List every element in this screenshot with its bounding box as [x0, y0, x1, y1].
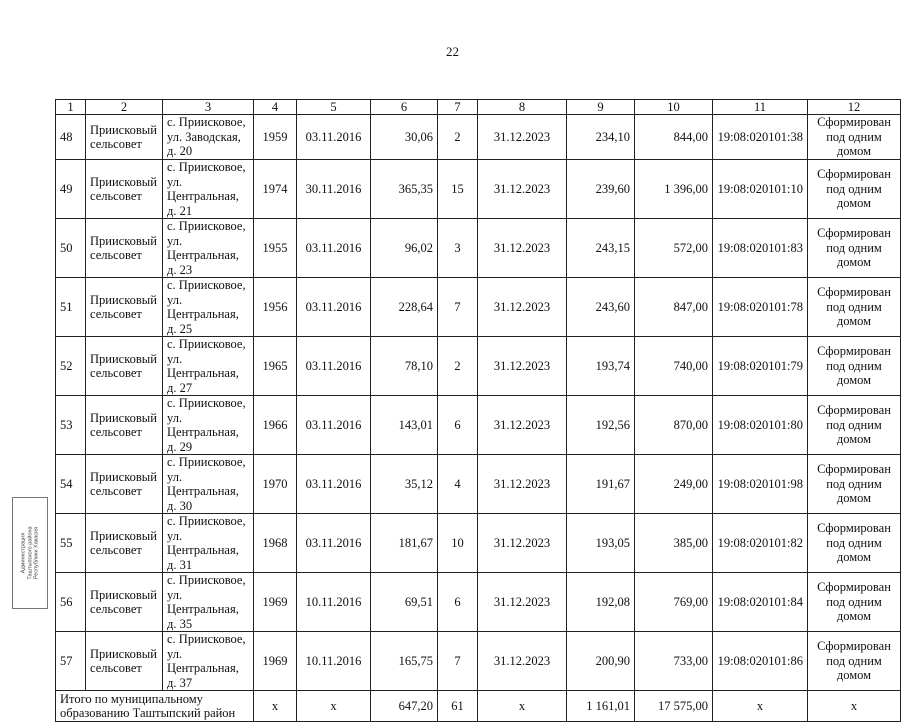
- total-note-cell: х: [808, 691, 901, 722]
- column-number-cell: 6: [371, 100, 438, 115]
- row-number-cell: 49: [56, 160, 86, 219]
- table-row: [56, 337, 901, 396]
- row-number-cell: 56: [56, 573, 86, 632]
- cadastral-number-cell: 19:08:020101:80: [713, 396, 808, 455]
- row-number-cell: 53: [56, 396, 86, 455]
- residents-cell: 7: [438, 278, 478, 337]
- year-cell: 1956: [254, 278, 297, 337]
- note-cell: Сформирован под одним домом: [808, 278, 901, 337]
- deadline-cell: 31.12.2023: [478, 573, 567, 632]
- table-row: [56, 278, 901, 337]
- total-label: Итого по муниципальному образованию Таштыпский район: [56, 691, 254, 722]
- area-cell: 35,12: [371, 455, 438, 514]
- total-cost-total-cell: 17 575,00: [635, 691, 713, 722]
- address-cell: с. Приисковое, ул. Центральная, д. 29: [163, 396, 254, 455]
- year-cell: 1966: [254, 396, 297, 455]
- row-number-cell: 50: [56, 219, 86, 278]
- table-row: [56, 396, 901, 455]
- area-cell: 78,10: [371, 337, 438, 396]
- note-cell: Сформирован под одним домом: [808, 514, 901, 573]
- total-cost-m2-cell: 1 161,01: [567, 691, 635, 722]
- deadline-cell: 31.12.2023: [478, 219, 567, 278]
- table-row: [56, 160, 901, 219]
- settlement-cell: Приисковый сельсовет: [86, 514, 163, 573]
- cost-per-m2-cell: 243,60: [567, 278, 635, 337]
- cost-per-m2-cell: 234,10: [567, 115, 635, 160]
- deadline-cell: 31.12.2023: [478, 115, 567, 160]
- year-cell: 1968: [254, 514, 297, 573]
- row-number-cell: 55: [56, 514, 86, 573]
- residents-cell: 2: [438, 115, 478, 160]
- total-deadline-cell: х: [478, 691, 567, 722]
- year-cell: 1955: [254, 219, 297, 278]
- note-cell: Сформирован под одним домом: [808, 219, 901, 278]
- total-cost-cell: 385,00: [635, 514, 713, 573]
- deadline-cell: 31.12.2023: [478, 396, 567, 455]
- date-cell: 03.11.2016: [297, 278, 371, 337]
- deadline-cell: 31.12.2023: [478, 514, 567, 573]
- row-number-cell: 51: [56, 278, 86, 337]
- total-cost-cell: 769,00: [635, 573, 713, 632]
- residents-cell: 10: [438, 514, 478, 573]
- settlement-cell: Приисковый сельсовет: [86, 573, 163, 632]
- office-stamp: [12, 497, 48, 609]
- cost-per-m2-cell: 239,60: [567, 160, 635, 219]
- year-cell: 1970: [254, 455, 297, 514]
- deadline-cell: 31.12.2023: [478, 160, 567, 219]
- column-number-cell: 4: [254, 100, 297, 115]
- note-cell: Сформирован под одним домом: [808, 632, 901, 691]
- date-cell: 10.11.2016: [297, 573, 371, 632]
- cadastral-number-cell: 19:08:020101:10: [713, 160, 808, 219]
- area-cell: 30,06: [371, 115, 438, 160]
- total-year-cell: х: [254, 691, 297, 722]
- column-number-row: [56, 100, 901, 115]
- column-number-cell: 5: [297, 100, 371, 115]
- cost-per-m2-cell: 192,56: [567, 396, 635, 455]
- residents-cell: 3: [438, 219, 478, 278]
- date-cell: 03.11.2016: [297, 337, 371, 396]
- address-cell: с. Приисковое, ул. Заводская, д. 20: [163, 115, 254, 160]
- cadastral-number-cell: 19:08:020101:38: [713, 115, 808, 160]
- table-row: [56, 455, 901, 514]
- table-row: [56, 573, 901, 632]
- settlement-cell: Приисковый сельсовет: [86, 337, 163, 396]
- date-cell: 03.11.2016: [297, 396, 371, 455]
- total-area-cell: 647,20: [371, 691, 438, 722]
- note-cell: Сформирован под одним домом: [808, 573, 901, 632]
- residents-cell: 4: [438, 455, 478, 514]
- page-number: 22: [446, 44, 459, 59]
- address-cell: с. Приисковое, ул. Центральная, д. 23: [163, 219, 254, 278]
- date-cell: 03.11.2016: [297, 219, 371, 278]
- date-cell: 03.11.2016: [297, 115, 371, 160]
- table-row: [56, 514, 901, 573]
- total-people-cell: 61: [438, 691, 478, 722]
- column-number-cell: 1: [56, 100, 86, 115]
- cost-per-m2-cell: 193,05: [567, 514, 635, 573]
- total-cost-cell: 572,00: [635, 219, 713, 278]
- cadastral-number-cell: 19:08:020101:86: [713, 632, 808, 691]
- column-number-cell: 7: [438, 100, 478, 115]
- residents-cell: 6: [438, 573, 478, 632]
- cadastral-number-cell: 19:08:020101:83: [713, 219, 808, 278]
- column-number-cell: 2: [86, 100, 163, 115]
- total-cost-cell: 733,00: [635, 632, 713, 691]
- housing-register-table: [55, 99, 901, 722]
- cost-per-m2-cell: 191,67: [567, 455, 635, 514]
- date-cell: 03.11.2016: [297, 514, 371, 573]
- area-cell: 96,02: [371, 219, 438, 278]
- total-cadastral-cell: х: [713, 691, 808, 722]
- deadline-cell: 31.12.2023: [478, 455, 567, 514]
- settlement-cell: Приисковый сельсовет: [86, 219, 163, 278]
- settlement-cell: Приисковый сельсовет: [86, 160, 163, 219]
- note-cell: Сформирован под одним домом: [808, 160, 901, 219]
- total-cost-cell: 870,00: [635, 396, 713, 455]
- year-cell: 1969: [254, 632, 297, 691]
- year-cell: 1965: [254, 337, 297, 396]
- residents-cell: 15: [438, 160, 478, 219]
- total-cost-cell: 844,00: [635, 115, 713, 160]
- address-cell: с. Приисковое, ул. Центральная, д. 21: [163, 160, 254, 219]
- cost-per-m2-cell: 243,15: [567, 219, 635, 278]
- date-cell: 30.11.2016: [297, 160, 371, 219]
- address-cell: с. Приисковое, ул. Центральная, д. 27: [163, 337, 254, 396]
- note-cell: Сформирован под одним домом: [808, 115, 901, 160]
- total-cost-cell: 740,00: [635, 337, 713, 396]
- total-date-cell: х: [297, 691, 371, 722]
- cadastral-number-cell: 19:08:020101:84: [713, 573, 808, 632]
- cadastral-number-cell: 19:08:020101:98: [713, 455, 808, 514]
- column-number-cell: 10: [635, 100, 713, 115]
- deadline-cell: 31.12.2023: [478, 278, 567, 337]
- area-cell: 69,51: [371, 573, 438, 632]
- cadastral-number-cell: 19:08:020101:78: [713, 278, 808, 337]
- deadline-cell: 31.12.2023: [478, 337, 567, 396]
- address-cell: с. Приисковое, ул. Центральная, д. 31: [163, 514, 254, 573]
- area-cell: 365,35: [371, 160, 438, 219]
- total-cost-cell: 847,00: [635, 278, 713, 337]
- area-cell: 165,75: [371, 632, 438, 691]
- area-cell: 143,01: [371, 396, 438, 455]
- cost-per-m2-cell: 193,74: [567, 337, 635, 396]
- total-row: [56, 691, 901, 722]
- year-cell: 1969: [254, 573, 297, 632]
- settlement-cell: Приисковый сельсовет: [86, 632, 163, 691]
- cost-per-m2-cell: 192,08: [567, 573, 635, 632]
- address-cell: с. Приисковое, ул. Центральная, д. 35: [163, 573, 254, 632]
- year-cell: 1959: [254, 115, 297, 160]
- settlement-cell: Приисковый сельсовет: [86, 396, 163, 455]
- table-row: [56, 632, 901, 691]
- column-number-cell: 8: [478, 100, 567, 115]
- address-cell: с. Приисковое, ул. Центральная, д. 37: [163, 632, 254, 691]
- total-cost-cell: 249,00: [635, 455, 713, 514]
- column-number-cell: 3: [163, 100, 254, 115]
- stamp-text: Администрация Таштыпского района Республики Хакасия: [20, 526, 40, 580]
- settlement-cell: Приисковый сельсовет: [86, 278, 163, 337]
- settlement-cell: Приисковый сельсовет: [86, 115, 163, 160]
- settlement-cell: Приисковый сельсовет: [86, 455, 163, 514]
- table-row: [56, 219, 901, 278]
- residents-cell: 2: [438, 337, 478, 396]
- row-number-cell: 52: [56, 337, 86, 396]
- row-number-cell: 57: [56, 632, 86, 691]
- date-cell: 03.11.2016: [297, 455, 371, 514]
- note-cell: Сформирован под одним домом: [808, 455, 901, 514]
- year-cell: 1974: [254, 160, 297, 219]
- area-cell: 228,64: [371, 278, 438, 337]
- note-cell: Сформирован под одним домом: [808, 396, 901, 455]
- residents-cell: 7: [438, 632, 478, 691]
- cadastral-number-cell: 19:08:020101:79: [713, 337, 808, 396]
- cadastral-number-cell: 19:08:020101:82: [713, 514, 808, 573]
- date-cell: 10.11.2016: [297, 632, 371, 691]
- address-cell: с. Приисковое, ул. Центральная, д. 25: [163, 278, 254, 337]
- note-cell: Сформирован под одним домом: [808, 337, 901, 396]
- table-row: [56, 115, 901, 160]
- row-number-cell: 54: [56, 455, 86, 514]
- residents-cell: 6: [438, 396, 478, 455]
- column-number-cell: 11: [713, 100, 808, 115]
- address-cell: с. Приисковое, ул. Центральная, д. 30: [163, 455, 254, 514]
- cost-per-m2-cell: 200,90: [567, 632, 635, 691]
- deadline-cell: 31.12.2023: [478, 632, 567, 691]
- column-number-cell: 9: [567, 100, 635, 115]
- total-cost-cell: 1 396,00: [635, 160, 713, 219]
- column-number-cell: 12: [808, 100, 901, 115]
- row-number-cell: 48: [56, 115, 86, 160]
- area-cell: 181,67: [371, 514, 438, 573]
